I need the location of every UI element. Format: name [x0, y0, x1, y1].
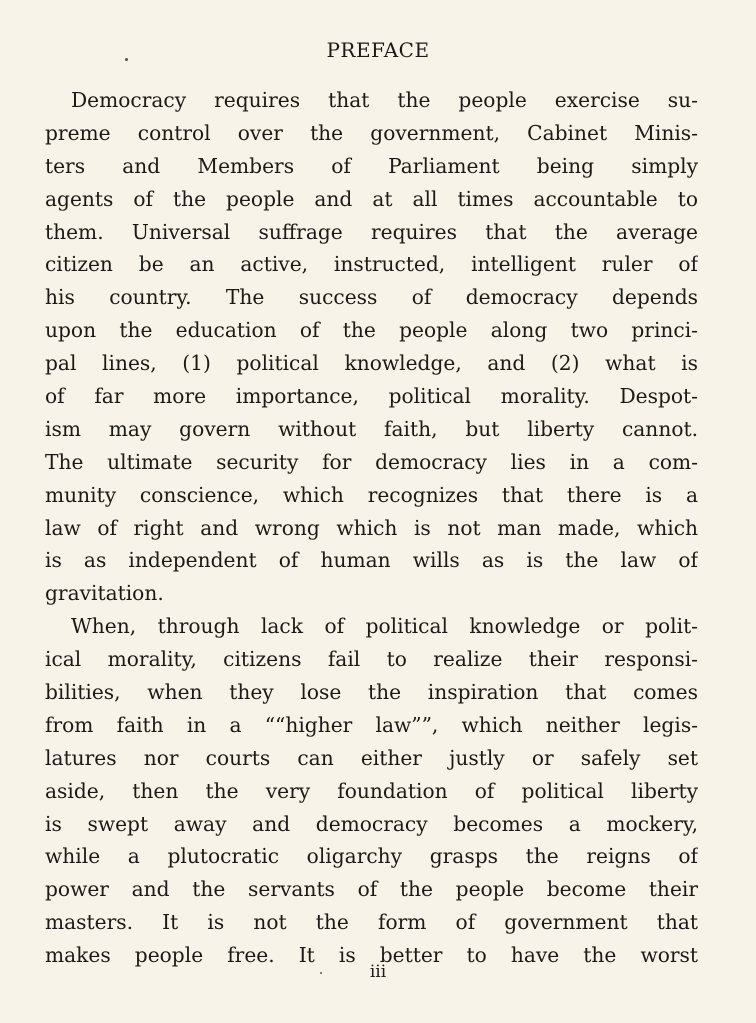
- page-number: iii: [369, 962, 387, 982]
- text-line: pal lines, (1) political knowledge, and (2) what is: [45, 351, 698, 376]
- text-line: munity conscience, which recognizes that there is a: [45, 482, 698, 507]
- text-line: his country. The success of democracy depends: [45, 285, 698, 310]
- text-line: power and the servants of the people become their: [45, 877, 698, 902]
- text-line: makes people free. It is better to have the worst: [45, 943, 698, 968]
- text-line: gravitation.: [45, 581, 164, 606]
- text-line: latures nor courts can either justly or safely set: [45, 745, 698, 770]
- text-line: of far more importance, political morality. Despot-: [45, 384, 698, 409]
- text-line: agents of the people and at all times accountable to: [45, 186, 698, 211]
- text-line: law of right and wrong which is not man made, which: [45, 515, 698, 540]
- text-line: Democracy requires that the people exercise su-: [71, 88, 698, 112]
- text-line: ism may govern without faith, but liberty cannot.: [45, 416, 698, 441]
- text-line: while a plutocratic oligarchy grasps the reigns of: [45, 844, 698, 869]
- text-line: them. Universal suffrage requires that the average: [45, 219, 698, 244]
- text-line: is as independent of human wills as is the law of: [45, 548, 698, 573]
- text-line: citizen be an active, instructed, intelligent ruler of: [45, 252, 698, 277]
- text-line: ical morality, citizens fail to realize their responsi-: [45, 647, 698, 672]
- text-line: masters. It is not the form of government that: [45, 910, 698, 935]
- text-line: upon the education of the people along two princi-: [45, 318, 698, 343]
- page-body: [45, 84, 698, 972]
- text-line: bilities, when they lose the inspiration that comes: [45, 680, 698, 705]
- text-line: ters and Members of Parliament being simply: [45, 153, 698, 178]
- paragraph-1: [45, 84, 698, 610]
- text-line: aside, then the very foundation of political liberty: [45, 778, 698, 803]
- text-line: from faith in a ““higher law””, which neither legis-: [45, 712, 698, 737]
- text-line: The ultimate security for democracy lies in a com-: [45, 449, 698, 474]
- text-line: is swept away and democracy becomes a mockery,: [45, 811, 698, 836]
- paragraph-2: [45, 610, 698, 972]
- text-line: When, through lack of political knowledge or polit-: [71, 614, 698, 639]
- text-line: preme control over the government, Cabinet Minis-: [45, 120, 698, 145]
- page-title: PREFACE: [326, 38, 430, 62]
